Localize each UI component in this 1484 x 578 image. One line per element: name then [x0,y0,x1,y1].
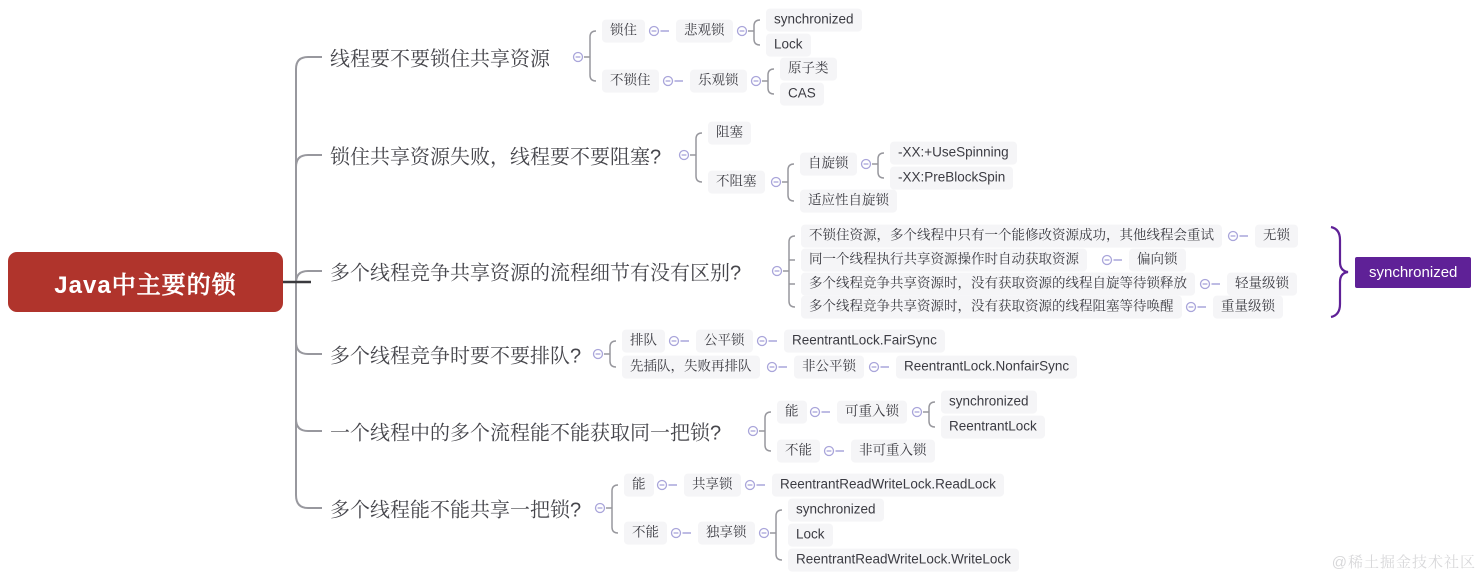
map-node[interactable]: 原子类 [780,58,837,81]
map-node[interactable]: 多个线程竞争共享资源时，没有获取资源的线程阻塞等待唤醒 [801,296,1182,319]
map-node[interactable]: 轻量级锁 [1227,273,1297,296]
map-node[interactable]: ReentrantReadWriteLock.ReadLock [772,474,1004,497]
collapse-icon[interactable] [738,27,747,36]
map-node[interactable]: -XX:+UseSpinning [890,142,1017,165]
map-node[interactable]: 同一个线程执行共享资源操作时自动获取资源 [801,249,1087,272]
collapse-icon[interactable] [760,529,769,538]
branch-title[interactable]: 一个线程中的多个流程能不能获取同一把锁? [330,422,722,445]
branch-title[interactable]: 多个线程竞争共享资源的流程细节有没有区别? [330,262,742,285]
map-node[interactable]: Lock [788,524,833,547]
synchronized-brace [1331,227,1348,317]
map-node[interactable]: 可重入锁 [837,401,907,424]
collapse-icon[interactable] [680,151,689,160]
map-node[interactable]: 先插队，失败再排队 [622,356,760,379]
collapse-icon[interactable] [913,408,922,417]
synchronized-badge[interactable]: synchronized [1355,257,1471,288]
map-node[interactable]: 不能 [624,522,667,545]
collapse-icon[interactable] [749,427,758,436]
collapse-icon[interactable] [1187,303,1207,312]
map-node[interactable]: 能 [624,474,654,497]
collapse-icon[interactable] [670,337,690,346]
branch-title[interactable]: 线程要不要锁住共享资源 [330,48,550,71]
map-node[interactable]: 排队 [622,330,665,353]
map-node[interactable]: -XX:PreBlockSpin [890,167,1013,190]
collapse-icon[interactable] [664,77,684,86]
branch-title[interactable]: 多个线程竞争时要不要排队? [330,345,582,368]
map-node[interactable]: 能 [777,401,807,424]
map-node[interactable]: 不锁住资源，多个线程中只有一个能修改资源成功，其他线程会重试 [801,225,1222,248]
map-node[interactable]: 非可重入锁 [851,440,935,463]
map-node[interactable]: 自旋锁 [800,153,857,176]
map-node[interactable]: 阻塞 [708,122,751,145]
collapse-icon[interactable] [1229,232,1249,241]
map-node[interactable]: 重量级锁 [1213,296,1283,319]
collapse-icon[interactable] [862,160,871,169]
watermark: @稀土掘金技术社区 [1331,554,1476,571]
map-node[interactable]: synchronized [766,9,862,32]
collapse-icon[interactable] [658,481,678,490]
map-node[interactable]: 非公平锁 [794,356,864,379]
map-node[interactable]: 不阻塞 [708,171,765,194]
map-node[interactable]: ReentrantLock.NonfairSync [896,356,1077,379]
map-node[interactable]: 锁住 [602,20,645,43]
map-node[interactable]: 乐观锁 [690,70,747,93]
collapse-icon[interactable] [752,77,761,86]
map-node[interactable]: 无锁 [1255,225,1298,248]
root-node[interactable]: Java中主要的锁 [8,252,283,312]
map-node[interactable]: 多个线程竞争共享资源时，没有获取资源的线程自旋等待锁释放 [801,273,1195,296]
map-node[interactable]: ReentrantReadWriteLock.WriteLock [788,549,1019,572]
map-node[interactable]: CAS [780,83,824,106]
collapse-icon[interactable] [594,350,603,359]
collapse-icon[interactable] [596,504,605,513]
collapse-icon[interactable] [1103,256,1123,265]
map-node[interactable]: 不能 [777,440,820,463]
collapse-icon[interactable] [870,363,890,372]
collapse-icon[interactable] [672,529,692,538]
map-node[interactable]: 不锁住 [602,70,659,93]
map-node[interactable]: synchronized [941,391,1037,414]
collapse-icon[interactable] [773,267,782,276]
map-node[interactable]: ReentrantLock.FairSync [784,330,945,353]
collapse-icon[interactable] [758,337,778,346]
map-node[interactable]: Lock [766,34,811,57]
map-node[interactable]: 适应性自旋锁 [800,190,897,213]
map-node[interactable]: ReentrantLock [941,416,1045,439]
map-node[interactable]: 公平锁 [696,330,753,353]
collapse-icon[interactable] [772,178,781,187]
collapse-icon[interactable] [574,53,583,62]
collapse-icon[interactable] [650,27,670,36]
branch-title[interactable]: 多个线程能不能共享一把锁? [330,499,582,522]
map-node[interactable]: 悲观锁 [676,20,733,43]
collapse-icon[interactable] [1201,280,1221,289]
collapse-icon[interactable] [768,363,788,372]
map-node[interactable]: 共享锁 [684,474,741,497]
map-node[interactable]: synchronized [788,499,884,522]
collapse-icon[interactable] [825,447,845,456]
collapse-icon[interactable] [746,481,766,490]
map-node[interactable]: 偏向锁 [1129,249,1186,272]
collapse-icon[interactable] [811,408,831,417]
map-node[interactable]: 独享锁 [698,522,755,545]
branch-title[interactable]: 锁住共享资源失败，线程要不要阻塞? [330,146,662,169]
